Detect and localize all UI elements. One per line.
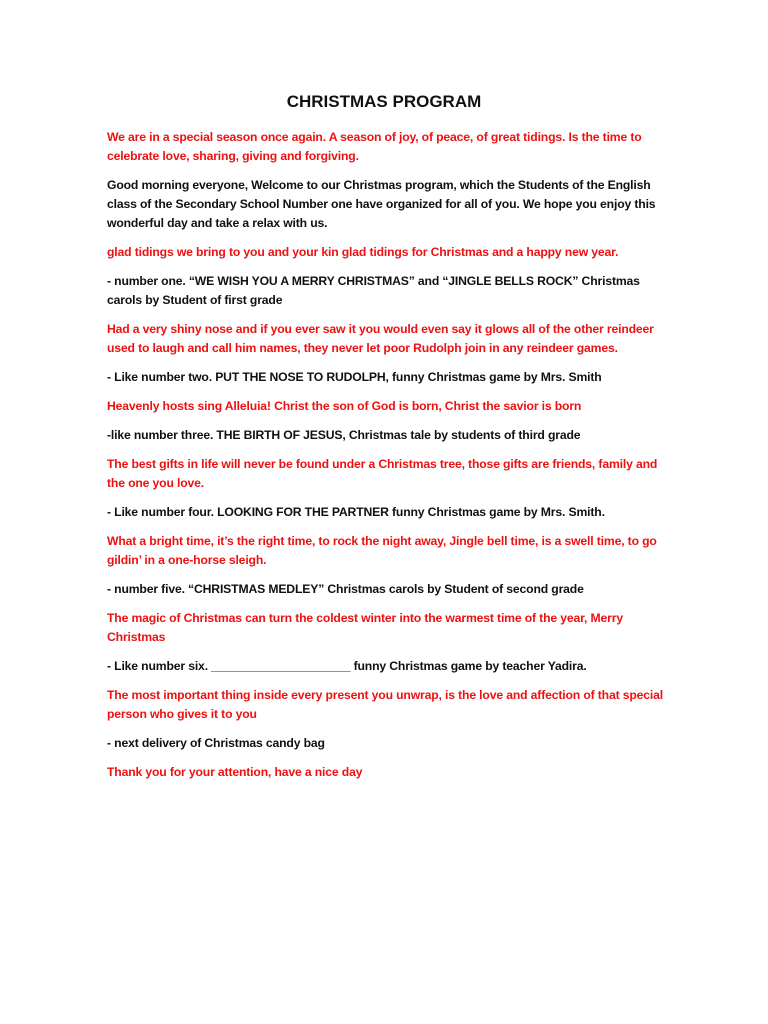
program-item-two: - Like number two. PUT THE NOSE TO RUDOLPH, funny Christmas game by Mrs. Smith [107,370,602,384]
program-item-six: - Like number six. _____________________ funny Christmas game by teacher Yadira. [107,659,587,673]
verse-best-gifts: The best gifts in life will never be found under a Christmas tree, those gifts are friends, family and the one you love. [107,457,658,490]
verse-magic-of-christmas: The magic of Christmas can turn the coldest winter into the warmest time of the year, Merry Christmas [107,611,623,644]
verse-rudolph: Had a very shiny nose and if you ever saw it you would even say it glows all of the other reindeer used to laugh and call him names, they never let poor Rudolph join in any reindeer games. [107,322,654,355]
verse-most-important-thing: The most important thing inside every present you unwrap, is the love and affection of that special person who gives it to you [107,688,664,721]
program-item-candy-bag: - next delivery of Christmas candy bag [107,736,325,750]
program-item-one: - number one. “WE WISH YOU A MERRY CHRISTMAS” and “JINGLE BELLS ROCK” Christmas carols by Student of first grade [107,274,640,307]
closing-line: Thank you for your attention, have a nice day [107,765,363,779]
program-item-four: - Like number four. LOOKING FOR THE PARTNER funny Christmas game by Mrs. Smith. [107,505,605,519]
verse-jingle-bell-time: What a bright time, it’s the right time, to rock the night away, Jingle bell time, is a swell time, to go gildin’ in a one-horse sleigh. [107,534,657,567]
program-item-five: - number five. “CHRISTMAS MEDLEY” Christmas carols by Student of second grade [107,582,584,596]
intro-verse: We are in a special season once again. A season of joy, of peace, of great tidings. Is the time to celebrate love, sharing, giving and forgiving. [107,130,642,163]
program-item-three: -like number three. THE BIRTH OF JESUS, Christmas tale by students of third grade [107,428,581,442]
page-title: CHRISTMAS PROGRAM [286,92,482,111]
verse-heavenly-hosts: Heavenly hosts sing Alleluia! Christ the son of God is born, Christ the savior is born [107,399,582,413]
verse-glad-tidings: glad tidings we bring to you and your kin glad tidings for Christmas and a happy new year. [107,245,619,259]
welcome-paragraph: Good morning everyone, Welcome to our Christmas program, which the Students of the English class of the Secondary School Number one have organized for all of you. We hope you enjoy this wonderful day and take a relax with us. [107,178,656,230]
program-body [107,128,665,792]
